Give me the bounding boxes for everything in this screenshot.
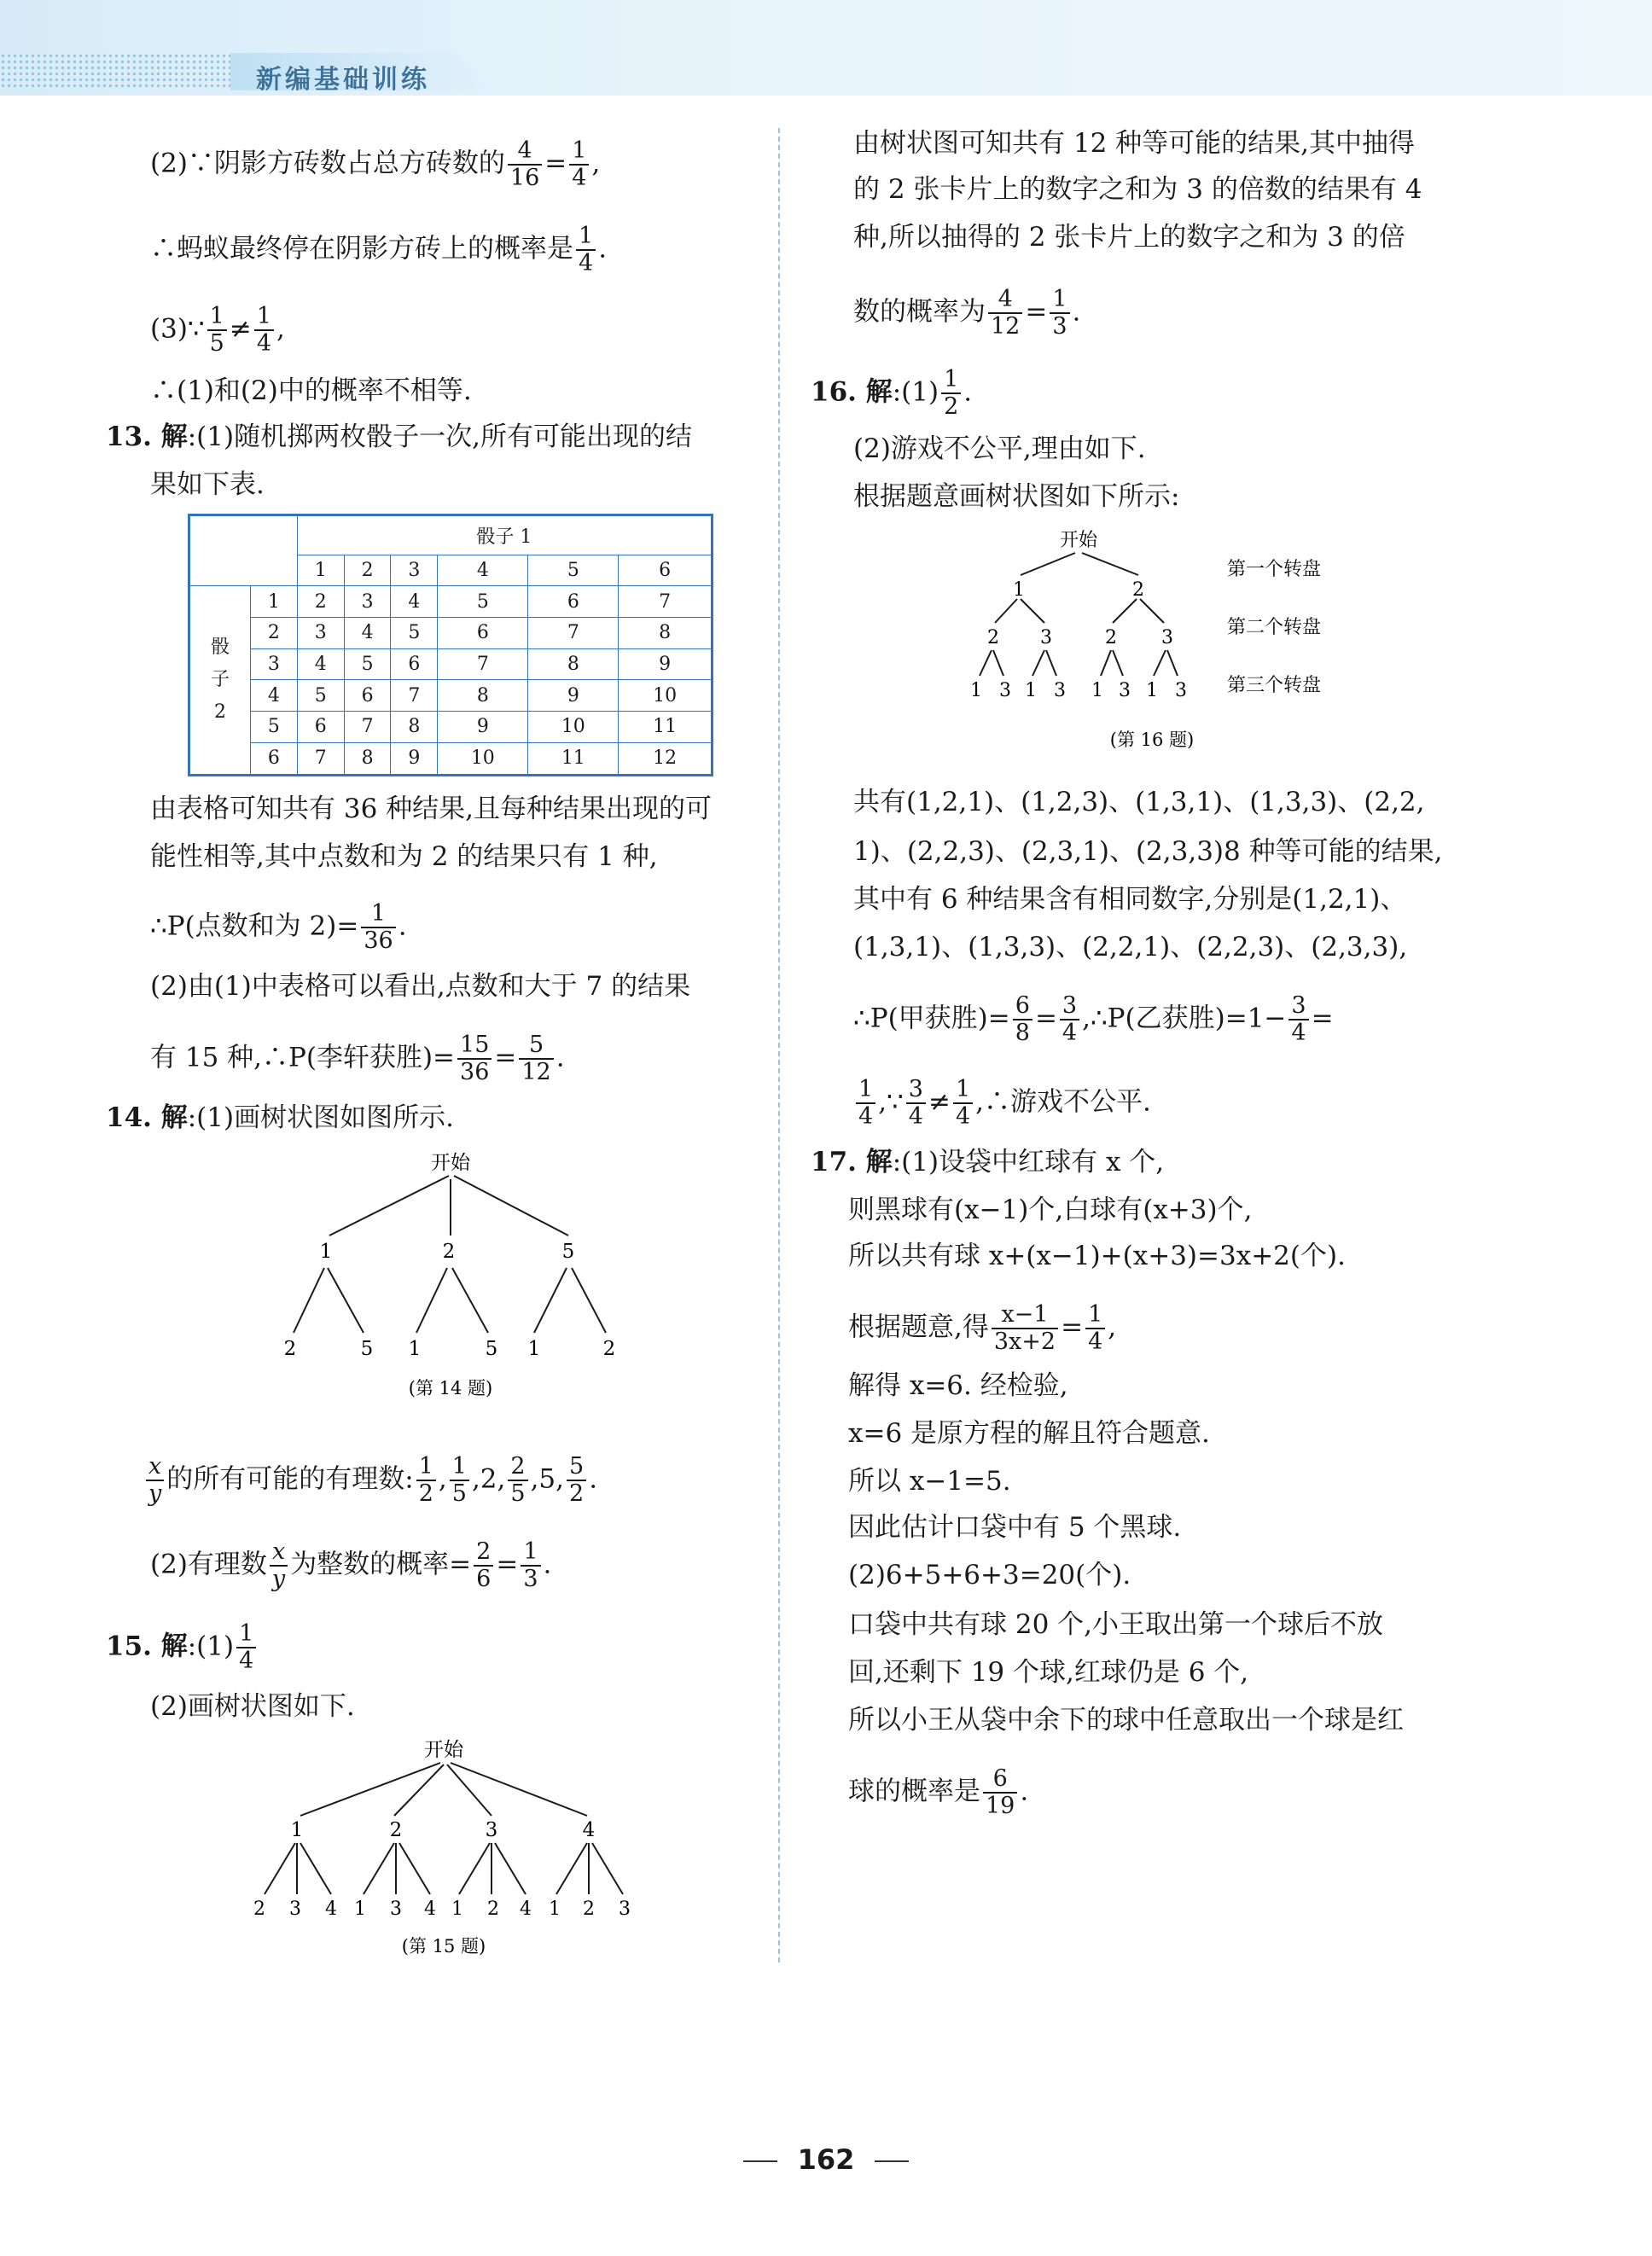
q17-text-f: 所以 x−1=5. (848, 1466, 1011, 1497)
q15-probability-line: 数的概率为 $\frac{4}{12}$ = $\frac{1}{3}$ . (853, 286, 1081, 340)
table-cell: 10 (438, 742, 528, 775)
q16-probability-line: ∴P(甲获胜)= $\frac{6}{8}$ = $\frac{3}{4}$ ,∴P(乙获胜)=1− $\frac{3}{4}$ = (853, 992, 1334, 1046)
tree16-leaf: 3 (1054, 680, 1066, 701)
table-cell: 3 (297, 618, 344, 649)
table-cell: 2 (297, 586, 344, 618)
tree15-leaf: 4 (520, 1898, 532, 1920)
q16-text-e: 其中有 6 种结果含有相同数字,分别是(1,2,1)、 (853, 884, 1407, 915)
tree15-leaf: 2 (253, 1898, 265, 1920)
tree16-level-label: 第二个转盘 (1227, 617, 1322, 638)
q13-heading-cont: 果如下表. (150, 469, 265, 500)
table-cell: 9 (391, 742, 438, 775)
table-col-header: 1 (297, 555, 344, 586)
table-cell: 8 (619, 618, 713, 649)
tree16-node: 1 (1013, 579, 1025, 601)
table-cell: 3 (251, 648, 298, 680)
table-cell: 5 (297, 680, 344, 712)
header-title: 新编基础训练 (256, 65, 430, 95)
table-cell: 4 (391, 586, 438, 618)
q13-text-a: 由表格可知共有 36 种结果,且每种结果出现的可 (150, 794, 713, 824)
q14-heading: 14. 解:(1)画树状图如图所示. (106, 1102, 454, 1133)
page-number: 162 (0, 2143, 1652, 2176)
tree15-leaf: 1 (354, 1898, 366, 1920)
q17-text-j: 回,还剩下 19 个球,红球仍是 6 个, (848, 1657, 1249, 1688)
table-cell: 6 (438, 618, 528, 649)
table-cell: 10 (528, 712, 619, 743)
table-col-header: 4 (438, 555, 528, 586)
q12-part2-conclusion: ∴蚂蚁最终停在阴影方砖上的概率是 $\frac{1}{4}$ . (150, 223, 608, 276)
q16-text-c: 共有(1,2,1)、(1,2,3)、(1,3,1)、(1,3,3)、(2,2, (853, 787, 1425, 817)
table-cell: 7 (344, 712, 391, 743)
tree16-level-label: 第一个转盘 (1227, 559, 1322, 580)
q17-text-h: (2)6+5+6+3=20(个). (848, 1560, 1131, 1590)
table-cell: 12 (619, 742, 713, 775)
tree14-root: 开始 (431, 1152, 470, 1174)
tree15-node: 2 (389, 1819, 403, 1841)
tree16-node: 2 (987, 627, 999, 648)
tree16-leaf: 1 (970, 680, 982, 701)
table-cell: 7 (619, 586, 713, 618)
q14-part2-line: (2)有理数 $\frac{x}{y}$ 为整数的概率= $\frac{2}{6}$ = $\frac{1}{3}$ . (150, 1538, 552, 1592)
table-cell: 5 (251, 712, 298, 743)
tree14-caption: (第 14 题) (408, 1378, 493, 1398)
tree16-node: 3 (1040, 627, 1052, 648)
tree14-leaf: 1 (408, 1338, 422, 1360)
table-cell: 4 (251, 680, 298, 712)
tree16-node: 2 (1105, 627, 1117, 648)
q15-text-r3: 种,所以抽得的 2 张卡片上的数字之和为 3 的倍 (853, 222, 1405, 253)
q12-part2-line: (2)∵阴影方砖数占总方砖数的 $\frac{4}{16}$ = $\frac{1}{4}$ , (150, 137, 601, 191)
table-cell: 6 (528, 586, 619, 618)
table-cell: 4 (297, 648, 344, 680)
table-cell: 5 (438, 586, 528, 618)
tree16-leaf: 1 (1091, 680, 1103, 701)
q17-probability-line: 球的概率是 $\frac{6}{19}$ . (848, 1765, 1029, 1819)
table-cell: 6 (391, 648, 438, 680)
tree15-leaf: 1 (451, 1898, 463, 1920)
q13-text-b: 能性相等,其中点数和为 2 的结果只有 1 种, (150, 841, 658, 872)
tree-diagram-14 (256, 1143, 649, 1399)
tree16-node: 3 (1161, 627, 1173, 648)
tree15-leaf: 4 (325, 1898, 337, 1920)
q15-heading: 15. 解:(1) $\frac{1}{4}$ (106, 1621, 259, 1674)
dice-sum-table (188, 514, 713, 776)
table-cell: 7 (391, 680, 438, 712)
tree-diagram-16 (956, 522, 1399, 761)
tree16-node: 2 (1132, 579, 1144, 601)
q15-text-r1: 由树状图可知共有 12 种等可能的结果,其中抽得 (853, 128, 1416, 159)
header-dot-pattern (0, 53, 230, 90)
tree15-node: 3 (485, 1819, 498, 1841)
tree16-leaf: 3 (1175, 680, 1187, 701)
table-cell: 11 (619, 712, 713, 743)
tree15-node: 4 (582, 1819, 596, 1841)
tree15-node: 1 (290, 1819, 304, 1841)
table-cell: 8 (438, 680, 528, 712)
tree15-leaf: 4 (424, 1898, 436, 1920)
tree14-leaf: 5 (360, 1338, 374, 1360)
q15-text-r2: 的 2 张卡片上的数字之和为 3 的倍数的结果有 4 (853, 174, 1422, 205)
q13-heading: 13. 解:(1)随机掷两枚骰子一次,所有可能出现的结 (106, 422, 692, 452)
tree16-level-label: 第三个转盘 (1227, 675, 1322, 696)
q16-heading: 16. 解:(1) $\frac{1}{2}$ . (811, 366, 973, 420)
tree14-leaf: 2 (602, 1338, 616, 1360)
table-cell: 9 (528, 680, 619, 712)
q17-heading: 17. 解:(1)设袋中红球有 x 个, (811, 1147, 1165, 1177)
tree15-leaf: 1 (549, 1898, 561, 1920)
table-cell: 4 (344, 618, 391, 649)
q13-probability-line-2: 有 15 种,∴P(李轩获胜)= $\frac{15}{36}$ = $\frac{5}{12}$ . (150, 1032, 565, 1085)
q16-text-a: (2)游戏不公平,理由如下. (853, 433, 1146, 464)
table-cell: 1 (251, 586, 298, 618)
q17-text-i: 口袋中共有球 20 个,小王取出第一个球后不放 (848, 1609, 1384, 1640)
table-cell: 9 (619, 648, 713, 680)
tree16-leaf: 1 (1146, 680, 1158, 701)
q17-text-d: 解得 x=6. 经检验, (848, 1370, 1068, 1401)
tree-diagram-15 (247, 1732, 657, 1962)
q16-text-b: 根据题意画树状图如下所示: (853, 481, 1180, 512)
q14-rational-values: $\frac{x}{y}$ 的所有可能的有理数: $\frac{1}{2}$ , $\frac{1}{5}$ ,2, $\frac{2}{5}$ ,5, $\frac{5}{2}$ . (143, 1454, 597, 1507)
q17-text-g: 因此估计口袋中有 5 个黑球. (848, 1512, 1182, 1543)
q17-equation-line: 根据题意,得 $\frac{x-1}{3x+2}$ = $\frac{1}{4}$ , (848, 1301, 1117, 1355)
tree14-leaf: 2 (283, 1338, 297, 1360)
q17-text-e: x=6 是原方程的解且符合题意. (848, 1418, 1210, 1449)
table-cell: 3 (344, 586, 391, 618)
tree14-node: 5 (561, 1241, 575, 1263)
tree15-leaf: 2 (583, 1898, 595, 1920)
table-cell: 6 (297, 712, 344, 743)
tree15-edges (265, 1763, 623, 1894)
tree15-caption: (第 15 题) (401, 1936, 486, 1957)
table-cell: 2 (251, 618, 298, 649)
table-cell: 5 (391, 618, 438, 649)
tree14-leaf: 1 (527, 1338, 541, 1360)
table-cell: 11 (528, 742, 619, 775)
table-top-header: 骰子 1 (297, 515, 712, 555)
q17-text-a: 则黑球有(x−1)个,白球有(x+3)个, (848, 1195, 1253, 1225)
table-cell: 7 (528, 618, 619, 649)
table-corner (189, 515, 298, 586)
tree15-leaf: 3 (390, 1898, 402, 1920)
q13-text-d: (2)由(1)中表格可以看出,点数和大于 7 的结果 (150, 971, 691, 1002)
q13-probability-line: ∴P(点数和为 2)= $\frac{1}{36}$ . (150, 900, 407, 954)
table-cell: 8 (528, 648, 619, 680)
table-cell: 8 (344, 742, 391, 775)
page-number-dash-left (743, 2160, 777, 2162)
q12-part3-conclusion: ∴(1)和(2)中的概率不相等. (150, 375, 472, 406)
tree16-leaf: 3 (999, 680, 1011, 701)
tree15-leaf: 2 (487, 1898, 499, 1920)
q12-part3-line: (3)∵ $\frac{1}{5}$ ≠ $\frac{1}{4}$ , (150, 303, 285, 357)
q16-text-f: (1,3,1)、(1,3,3)、(2,2,1)、(2,2,3)、(2,3,3), (853, 932, 1408, 962)
tree16-leaf: 3 (1119, 680, 1131, 701)
tree15-leaf: 3 (289, 1898, 301, 1920)
q15-part2-text: (2)画树状图如下. (150, 1691, 355, 1722)
tree14-leaf: 5 (485, 1338, 498, 1360)
tree16-caption: (第 16 题) (1109, 730, 1195, 750)
tree16-edges (980, 553, 1178, 676)
tree16-leaf: 1 (1025, 680, 1037, 701)
q16-text-d: 1)、(2,2,3)、(2,3,1)、(2,3,3)8 种等可能的结果, (853, 836, 1443, 867)
table-cell: 5 (344, 648, 391, 680)
column-divider (778, 128, 780, 1962)
table-col-header: 3 (391, 555, 438, 586)
tree16-root: 开始 (1059, 530, 1098, 551)
tree15-leaf: 3 (619, 1898, 631, 1920)
table-cell: 10 (619, 680, 713, 712)
table-side-header: 骰 子 2 (189, 586, 251, 776)
tree15-root: 开始 (424, 1739, 463, 1761)
table-col-header: 6 (619, 555, 713, 586)
q17-text-b: 所以共有球 x+(x−1)+(x+3)=3x+2(个). (848, 1241, 1346, 1271)
tree14-node: 1 (319, 1241, 333, 1263)
table-cell: 7 (297, 742, 344, 775)
table-cell: 7 (438, 648, 528, 680)
tree14-node: 2 (442, 1241, 456, 1263)
page-number-dash-right (875, 2160, 909, 2162)
q16-conclusion: $\frac{1}{4}$ ,∵ $\frac{3}{4}$ ≠ $\frac{1}{4}$ ,∴游戏不公平. (853, 1077, 1151, 1130)
table-col-header: 2 (344, 555, 391, 586)
table-cell: 9 (438, 712, 528, 743)
table-cell: 6 (344, 680, 391, 712)
table-cell: 6 (251, 742, 298, 775)
table-cell: 8 (391, 712, 438, 743)
q17-text-k: 所以小王从袋中余下的球中任意取出一个球是红 (848, 1705, 1404, 1736)
table-col-header: 5 (528, 555, 619, 586)
